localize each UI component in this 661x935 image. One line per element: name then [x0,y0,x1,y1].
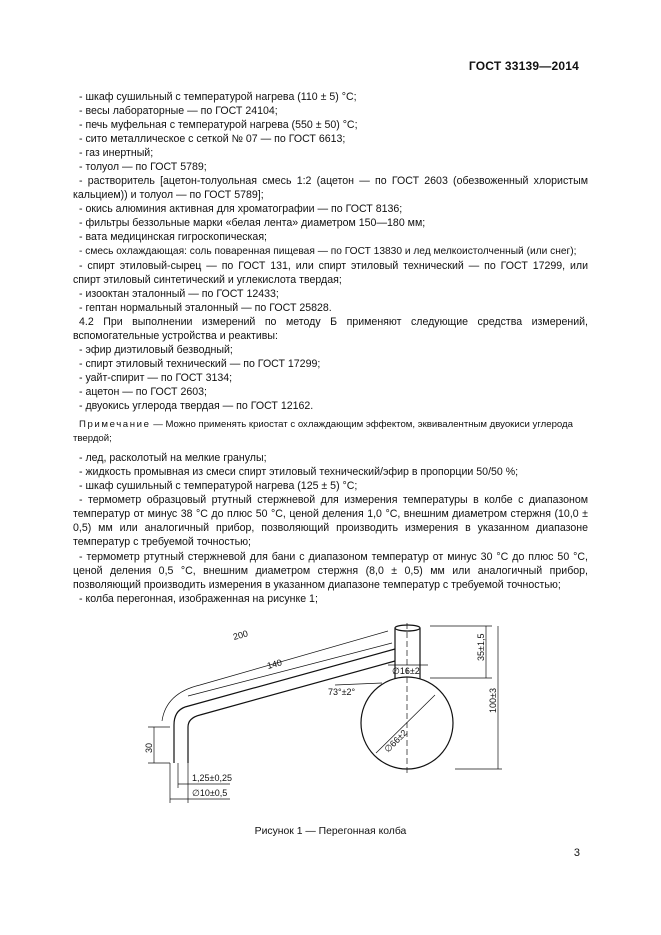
standard-header: ГОСТ 33139—2014 [468,59,579,73]
list-item: - спирт этиловый технический — по ГОСТ 17299; [79,357,321,370]
dim-66: ∅66±2 [382,727,410,755]
list-item: - гептан нормальный эталонный — по ГОСТ 25828. [79,301,332,314]
list-item: - растворитель [ацетон-толуольная смесь 1:2 (ацетон — по ГОСТ 2603 (обезвоженный хлористым кальцием)) и толуол — по ГОСТ 5789]; [73,175,588,202]
dim-16: ∅16±2 [392,666,420,676]
list-item: - термометр ртутный стержневой для бани с диапазоном температур от минус 30 °С до плюс 50 °С, ценой деления 0,5 °С, внешним диаметром стержня (8,0 ± 0,5) мм или аналогичный прибор, позволяющий производить измерения в указанном диапазоне температур с требуемой точностью; [73,550,588,591]
page-number: 3 [573,847,580,859]
flask-outline [174,625,453,769]
list-item: - жидкость промывная из смеси спирт этиловый технический/эфир в пропорции 50/50 %; [79,466,519,479]
note-text: — Можно применять криостат с охлаждающим эффектом, эквивалентным двуокиси углерода твердой; [73,419,573,445]
dim-10: ∅10±0,5 [192,788,228,798]
dim-100: 100±3 [488,688,498,713]
note-label: Примечание [79,419,151,431]
list-item: - газ инертный; [79,147,154,160]
list-item: - спирт этиловый-сырец — по ГОСТ 131, или спирт этиловый технический — по ГОСТ 17299, или спирт этиловый синтетический и углекислота твердая; [73,259,588,286]
list-item: - фильтры беззольные марки «белая лента» диаметром 150—180 мм; [79,217,426,230]
flask-drawing [130,603,530,818]
list-item: - окись алюминия активная для хроматографии — по ГОСТ 8136; [79,203,403,216]
dim-30: 30 [144,742,154,753]
dim-35: 35±1,5 [476,633,486,661]
dim-140: 140 [265,657,284,671]
list-item: - эфир диэтиловый безводный; [79,343,233,356]
list-item: - уайт-спирит — по ГОСТ 3134; [79,371,233,384]
dim-angle: 73°±2° [328,687,356,697]
list-item: - смесь охлаждающая: соль поваренная пищевая — по ГОСТ 13830 и лед мелкоистолченный (или снег); [79,245,577,257]
list-item: - лед, расколотый на мелкие гранулы; [79,452,267,465]
list-item: - шкаф сушильный с температурой нагрева (110 ± 5) °С; [79,91,357,103]
list-item: - весы лабораторные — по ГОСТ 24104; [79,105,278,118]
list-item: - шкаф сушильный с температурой нагрева (125 ± 5) °С; [79,480,358,493]
figure-caption: Рисунок 1 — Перегонная колба [254,826,407,837]
note [73,418,588,446]
list-item: - вата медицинская гигроскопическая; [79,231,267,244]
list-item: - термометр образцовый ртутный стержневой для измерения температуры в колбе с диапазоном температур от минус 38 °С до плюс 50 °С, ценой деления 1,0 °С, внешним диаметром стержня (10,0 ± 0,5) мм или аналогичный прибор, позволяющий производить измерения в указанном диапазоне температур с требуемой точностью; [73,494,588,549]
section-paragraph: 4.2 При выполнении измерений по методу Б применяют следующие средства измерений, вспомогательные устройства и реактивы: [73,315,588,342]
list-item: - изооктан эталонный — по ГОСТ 12433; [79,287,279,300]
list-item: - двуокись углерода твердая — по ГОСТ 12162. [79,400,314,413]
list-item: - ацетон — по ГОСТ 2603; [79,385,207,398]
list-item: - печь муфельная с температурой нагрева (550 ± 50) °С; [79,119,358,132]
dim-125: 1,25±0,25 [192,773,232,783]
list-item: - толуол — по ГОСТ 5789; [79,161,207,174]
list-item: - сито металлическое с сеткой № 07 — по ГОСТ 6613; [79,133,346,146]
body-text [73,90,588,606]
dim-200: 200 [231,628,250,642]
flask-svg [130,603,530,813]
list-item: - колба перегонная, изображенная на рисунке 1; [79,592,318,605]
